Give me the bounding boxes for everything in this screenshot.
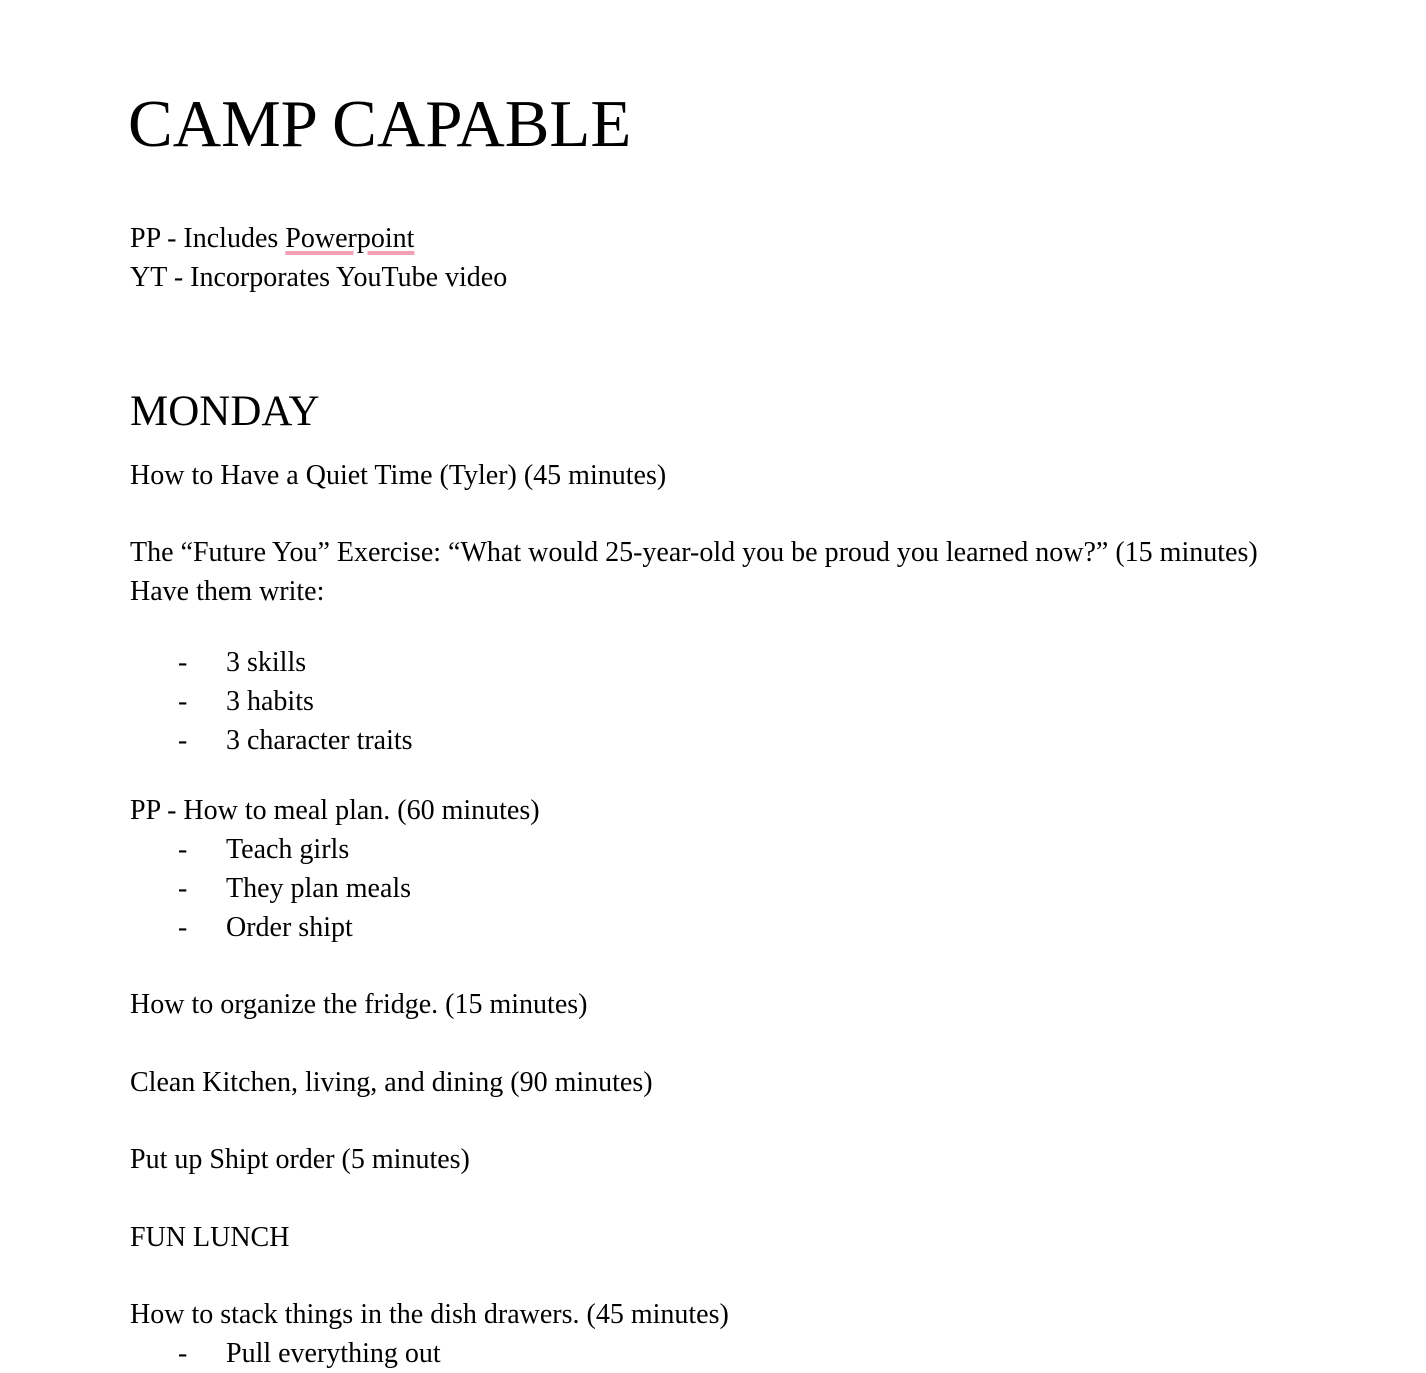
spellcheck-flagged-word[interactable]: Powerpoint (285, 223, 415, 254)
list-item-text: 3 skills (226, 647, 307, 678)
dash-bullet: - (178, 912, 188, 943)
activity-dish-drawers: How to stack things in the dish drawers. (45 minutes) (130, 1299, 729, 1330)
list-item-text: They plan meals (226, 873, 412, 904)
list-item-text: 3 habits (226, 686, 314, 717)
list-item-text: Pull everything out (226, 1338, 441, 1369)
activity-future-you-prompt: Have them write: (130, 576, 325, 607)
list-item-text: Teach girls (226, 834, 350, 865)
list-item-text: Order shipt (226, 912, 353, 943)
document-title: CAMP CAPABLE (128, 87, 632, 161)
dash-bullet: - (178, 725, 188, 756)
activity-clean: Clean Kitchen, living, and dining (90 minutes) (130, 1067, 653, 1098)
dash-bullet: - (178, 1338, 188, 1369)
dash-bullet: - (178, 647, 188, 678)
activity-lunch: FUN LUNCH (130, 1222, 290, 1253)
activity-quiet-time: How to Have a Quiet Time (Tyler) (45 minutes) (130, 460, 667, 491)
legend-powerpoint-prefix: PP - Includes (130, 223, 286, 254)
day-heading: MONDAY (130, 388, 320, 435)
activity-fridge: How to organize the fridge. (15 minutes) (130, 989, 588, 1020)
legend-powerpoint (130, 219, 414, 258)
activity-future-you: The “Future You” Exercise: “What would 25-year-old you be proud you learned now?” (15 minutes) (130, 537, 1258, 568)
dash-bullet: - (178, 686, 188, 717)
dash-bullet: - (178, 873, 188, 904)
legend-youtube: YT - Incorporates YouTube video (130, 262, 508, 293)
activity-meal-plan: PP - How to meal plan. (60 minutes) (130, 795, 540, 826)
list-item-text: 3 character traits (226, 725, 413, 756)
activity-shipt: Put up Shipt order (5 minutes) (130, 1144, 470, 1175)
dash-bullet: - (178, 834, 188, 865)
